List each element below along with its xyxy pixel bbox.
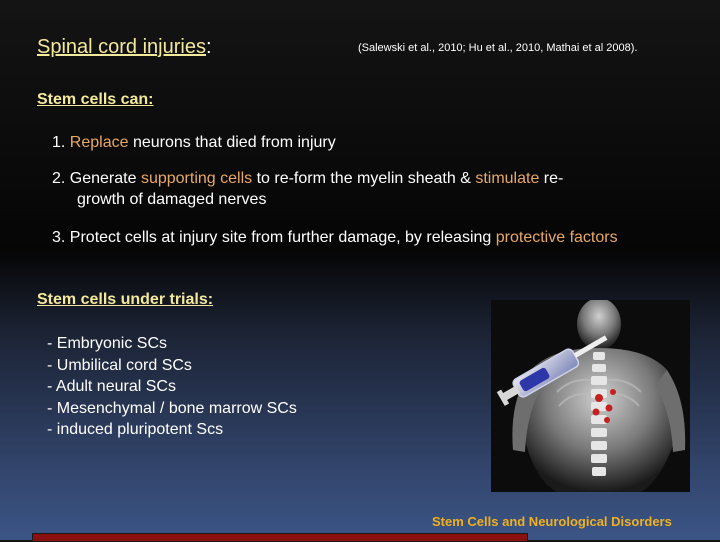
point-2-continuation: growth of damaged nerves: [77, 191, 267, 208]
trials-heading: Stem cells under trials:: [37, 291, 214, 308]
point-1-text: neurons that died from injury: [128, 134, 336, 151]
point-2-text-a: Generate: [65, 170, 141, 187]
point-1-highlight: Replace: [69, 134, 129, 151]
slide-title-text: Spinal cord injuries: [37, 36, 206, 58]
trial-item: - Mesenchymal / bone marrow SCs: [47, 399, 297, 417]
trial-item: - Adult neural SCs: [47, 378, 176, 395]
trial-item: - induced pluripotent Scs: [47, 421, 224, 438]
point-2-highlight-b: stimulate: [475, 170, 540, 187]
point-2-text-c: re-: [539, 170, 564, 187]
point-2-highlight-a: supporting cells: [140, 170, 253, 187]
point-3-text: Protect cells at injury site from further damage, by releasing: [65, 229, 496, 246]
trial-item: - Umbilical cord SCs: [47, 356, 192, 374]
spine-body-icon: [491, 300, 690, 492]
point-3: [52, 227, 618, 248]
point-2-number: 2.: [52, 170, 66, 187]
stem-cells-can-heading: Stem cells can:: [37, 91, 154, 108]
citation: (Salewski et al., 2010; Hu et al., 2010, Mathai et al 2008).: [358, 42, 638, 54]
spinal-injection-illustration: [491, 300, 690, 492]
point-1-number: 1.: [52, 134, 66, 151]
point-2: [52, 168, 652, 210]
footer-text: Stem Cells and Neurological Disorders: [432, 514, 672, 529]
point-2-text-b: to re-form the myelin sheath &: [252, 170, 476, 187]
footer-bar: [32, 533, 528, 542]
point-3-highlight: protective factors: [495, 229, 618, 246]
trials-list: [47, 333, 297, 441]
slide-title-colon: :: [205, 36, 212, 58]
trial-item: - Embryonic SCs: [47, 335, 168, 352]
point-3-number: 3.: [52, 229, 66, 246]
slide-title: [37, 36, 212, 59]
point-1: [52, 132, 336, 153]
